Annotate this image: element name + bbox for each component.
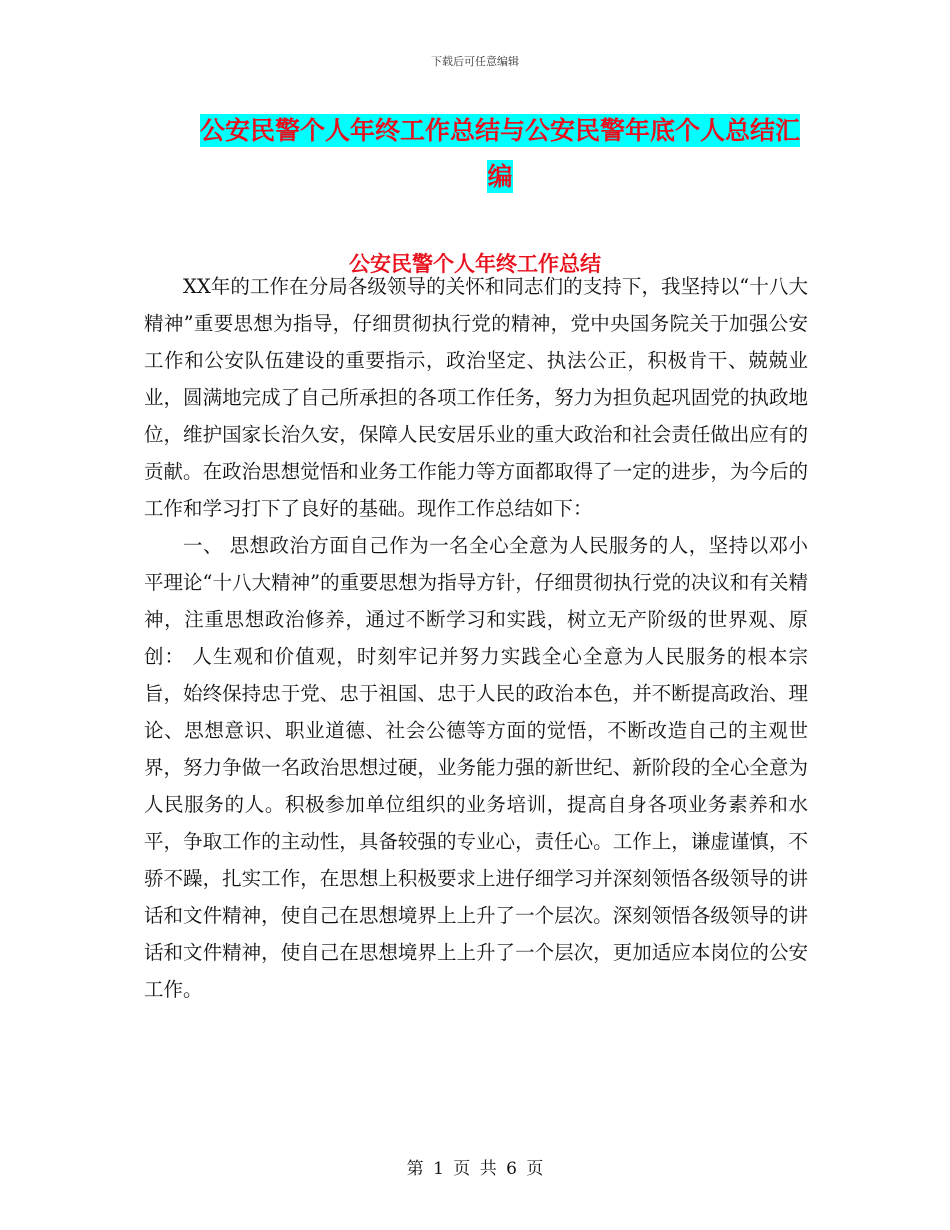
page-number: 第 1 页 共 6 页 <box>406 1159 544 1179</box>
header-note: 下载后可任意编辑 <box>431 55 519 68</box>
document-title-text: 公安民警个人年终工作总结与公安民警年底个人总结汇编 <box>199 116 800 191</box>
section-title: 公安民警个人年终工作总结 <box>349 252 601 276</box>
body-text <box>144 268 808 1008</box>
document-title <box>190 108 810 200</box>
paragraph-political: 一、 思想政治方面自己作为一名全心全意为人民服务的人，坚持以邓小平理论“十八大精神”的重要思想为指导方针，仔细贯彻执行党的决议和有关精神，注重思想政治修养，通过不断学习和实践，树立无产阶级的世界观、原创： 人生观和价值观，时刻牢记并努力实践全心全意为人民服务的根本宗旨，始终保持忠于党、忠于祖国、忠于人民的政治本色，并不断提高政治、理论、思想意识、职业道德、社会公德等方面的觉悟，不断改造自己的主观世界，努力争做一名政治思想过硬，业务能力强的新世纪、新阶段的全心全意为人民服务的人。积极参加单位组织的业务培训，提高自身各项业务素养和水平，争取工作的主动性，具备较强的专业心，责任心。工作上，谦虚谨慎，不骄不躁，扎实工作，在思想上积极要求上进仔细学习并深刻领悟各级领导的讲话和文件精神，使自己在思想境界上上升了一个层次。深刻领悟各级领导的讲话和文件精神，使自己在思想境界上上升了一个层次，更加适应本岗位的公安工作。 <box>144 534 808 1001</box>
paragraph-intro: XX年的工作在分局各级领导的关怀和同志们的支持下，我坚持以“十八大精神”重要思想为指导，仔细贯彻执行党的精神，党中央国务院关于加强公安工作和公安队伍建设的重要指示，政治坚定、执法公正，积极肯干、兢兢业业，圆满地完成了自己所承担的各项工作任务，努力为担负起巩固党的执政地位，维护国家长治久安，保障人民安居乐业的重大政治和社会责任做出应有的贡献。在政治思想觉悟和业务工作能力等方面都取得了一定的进步，为今后的工作和学习打下了良好的基础。现作工作总结如下： <box>144 275 808 520</box>
